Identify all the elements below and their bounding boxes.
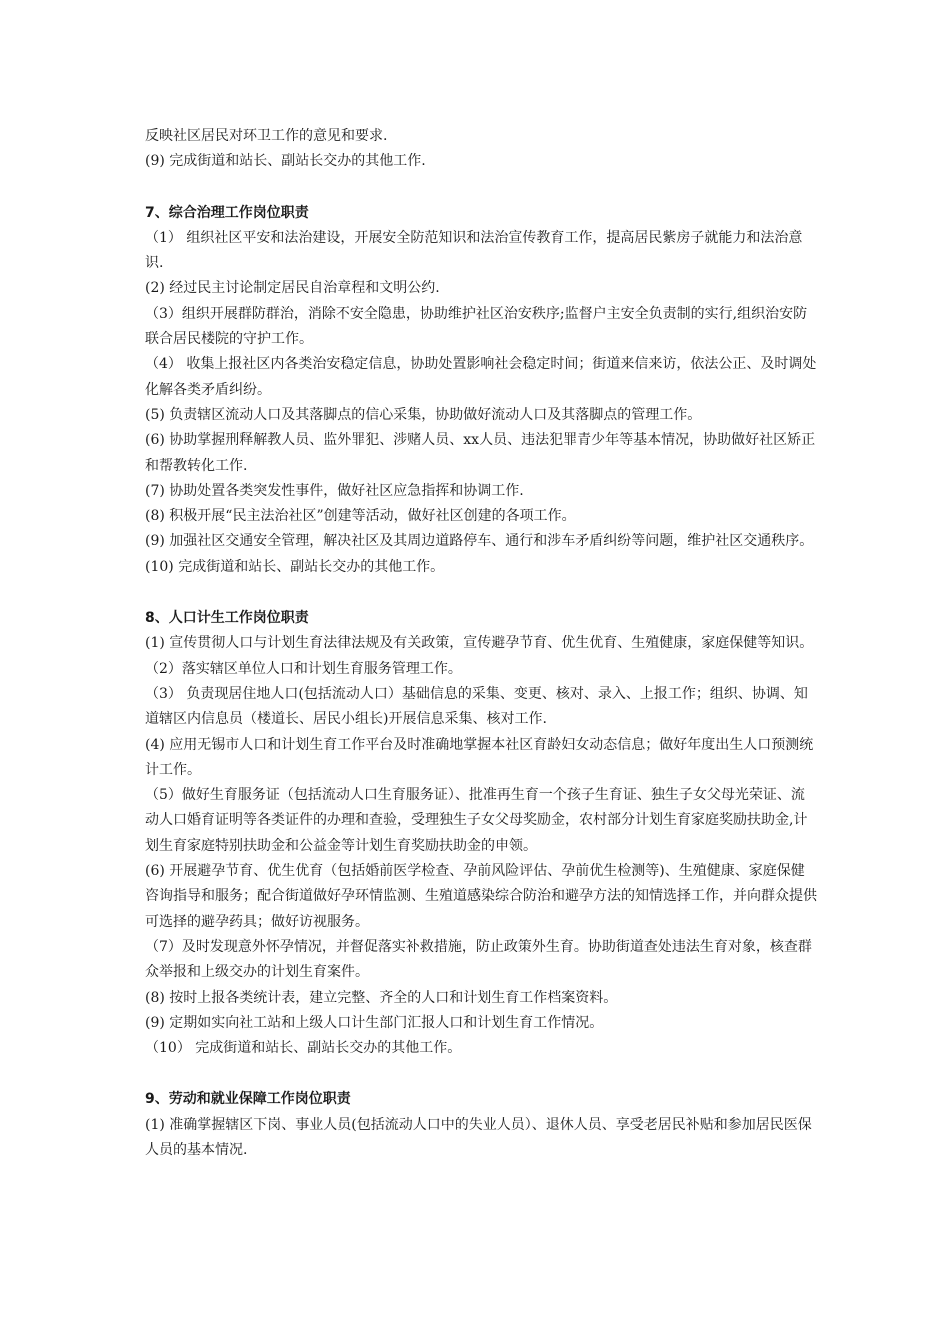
list-item: （2）落实辖区单位人口和计划生育服务管理工作。 xyxy=(145,660,462,677)
list-item: (8) 积极开展“民主法治社区”创建等活动，做好社区创建的各项工作。 xyxy=(145,508,576,525)
list-item: (8) 按时上报各类统计表，建立完整、齐全的人口和计划生育工作档案资料。 xyxy=(145,989,618,1006)
list-item: (9) 定期如实向社工站和上级人口计生部门汇报人口和计划生育工作情况。 xyxy=(145,1014,604,1031)
section-heading: 7、综合治理工作岗位职责 xyxy=(145,204,309,221)
list-item: (6) 开展避孕节育、优生优育（包括婚前医学检查、孕前风险评估、孕前优生检测等)、生殖健康、家庭保健咨询指导和服务；配合街道做好孕环情监测、生殖道感染综合防治和避孕方法的知情选择工作，并向群众提供可选择的避孕药具；做好访视服务。 xyxy=(145,863,817,930)
list-item: (7) 协助处置各类突发性事件，做好社区应急指挥和协调工作. xyxy=(145,482,524,499)
list-item: (2) 经过民主讨论制定居民自治章程和文明公约. xyxy=(145,280,440,297)
list-item: （5）做好生育服务证（包括流动人口生育服务证）、批准再生育一个孩子生育证、独生子女父母光荣证、流动人口婚育证明等各类证件的办理和查验，受理独生子女父母奖励金，农村部分计划生育家庭奖励扶助金,计划生育家庭特别扶助金和公益金等计划生育奖励扶助金的申领。 xyxy=(145,787,808,854)
list-item: （3） 负责现居住地人口(包括流动人口）基础信息的采集、变更、核对、录入、上报工作；组织、协调、知道辖区内信息员（楼道长、居民小组长)开展信息采集、核对工作. xyxy=(145,685,808,728)
section-heading: 9、劳动和就业保障工作岗位职责 xyxy=(145,1091,351,1108)
list-item: （1） 组织社区平安和法治建设，开展安全防范知识和法治宣传教育工作，提高居民紫房子就能力和法治意识. xyxy=(145,229,803,272)
list-item: （3）组织开展群防群治，消除不安全隐患，协助维护社区治安秩序;监督户主安全负责制的实行,组织治安防联合居民楼院的守护工作。 xyxy=(145,305,808,348)
paragraph: (9) 完成街道和站长、副站长交办的其他工作. xyxy=(145,153,426,170)
list-item: (1) 宣传贯彻人口与计划生育法律法规及有关政策，宣传避孕节育、优生优育、生殖健康，家庭保健等知识。 xyxy=(145,635,814,652)
list-item: （4） 收集上报社区内各类治安稳定信息，协助处置影响社会稳定时间；街道来信来访，依法公正、及时调处化解各类矛盾纠纷。 xyxy=(145,356,817,398)
list-item: (5) 负责辖区流动人口及其落脚点的信心采集，协助做好流动人口及其落脚点的管理工作。 xyxy=(145,406,702,423)
list-item: (4) 应用无锡市人口和计划生育工作平台及时准确地掌握本社区育龄妇女动态信息；做好年度出生人口预测统计工作。 xyxy=(145,736,814,778)
list-item: (6) 协助掌握刑释解教人员、监外罪犯、涉赌人员、xx人员、违法犯罪青少年等基本情况，协助做好社区矫正和帮教转化工作. xyxy=(145,432,816,474)
list-item: （7）及时发现意外怀孕情况，并督促落实补救措施，防止政策外生育。协助街道查处违法生育对象，核查群众举报和上级交办的计划生育案件。 xyxy=(145,938,812,981)
list-item: (1) 准确掌握辖区下岗、事业人员(包括流动人口中的失业人员）、退休人员、享受老居民补贴和参加居民医保人员的基本情况. xyxy=(145,1116,812,1158)
paragraph: 反映社区居民对环卫工作的意见和要求. xyxy=(145,128,388,144)
list-item: （10） 完成街道和站长、副站长交办的其他工作。 xyxy=(145,1040,462,1057)
section-heading: 8、人口计生工作岗位职责 xyxy=(145,610,309,627)
document-body xyxy=(145,124,817,1163)
list-item: (10) 完成街道和站长、副站长交办的其他工作。 xyxy=(145,558,445,575)
list-item: (9) 加强社区交通安全管理，解决社区及其周边道路停车、通行和涉车矛盾纠纷等问题，维护社区交通秩序。 xyxy=(145,533,814,550)
